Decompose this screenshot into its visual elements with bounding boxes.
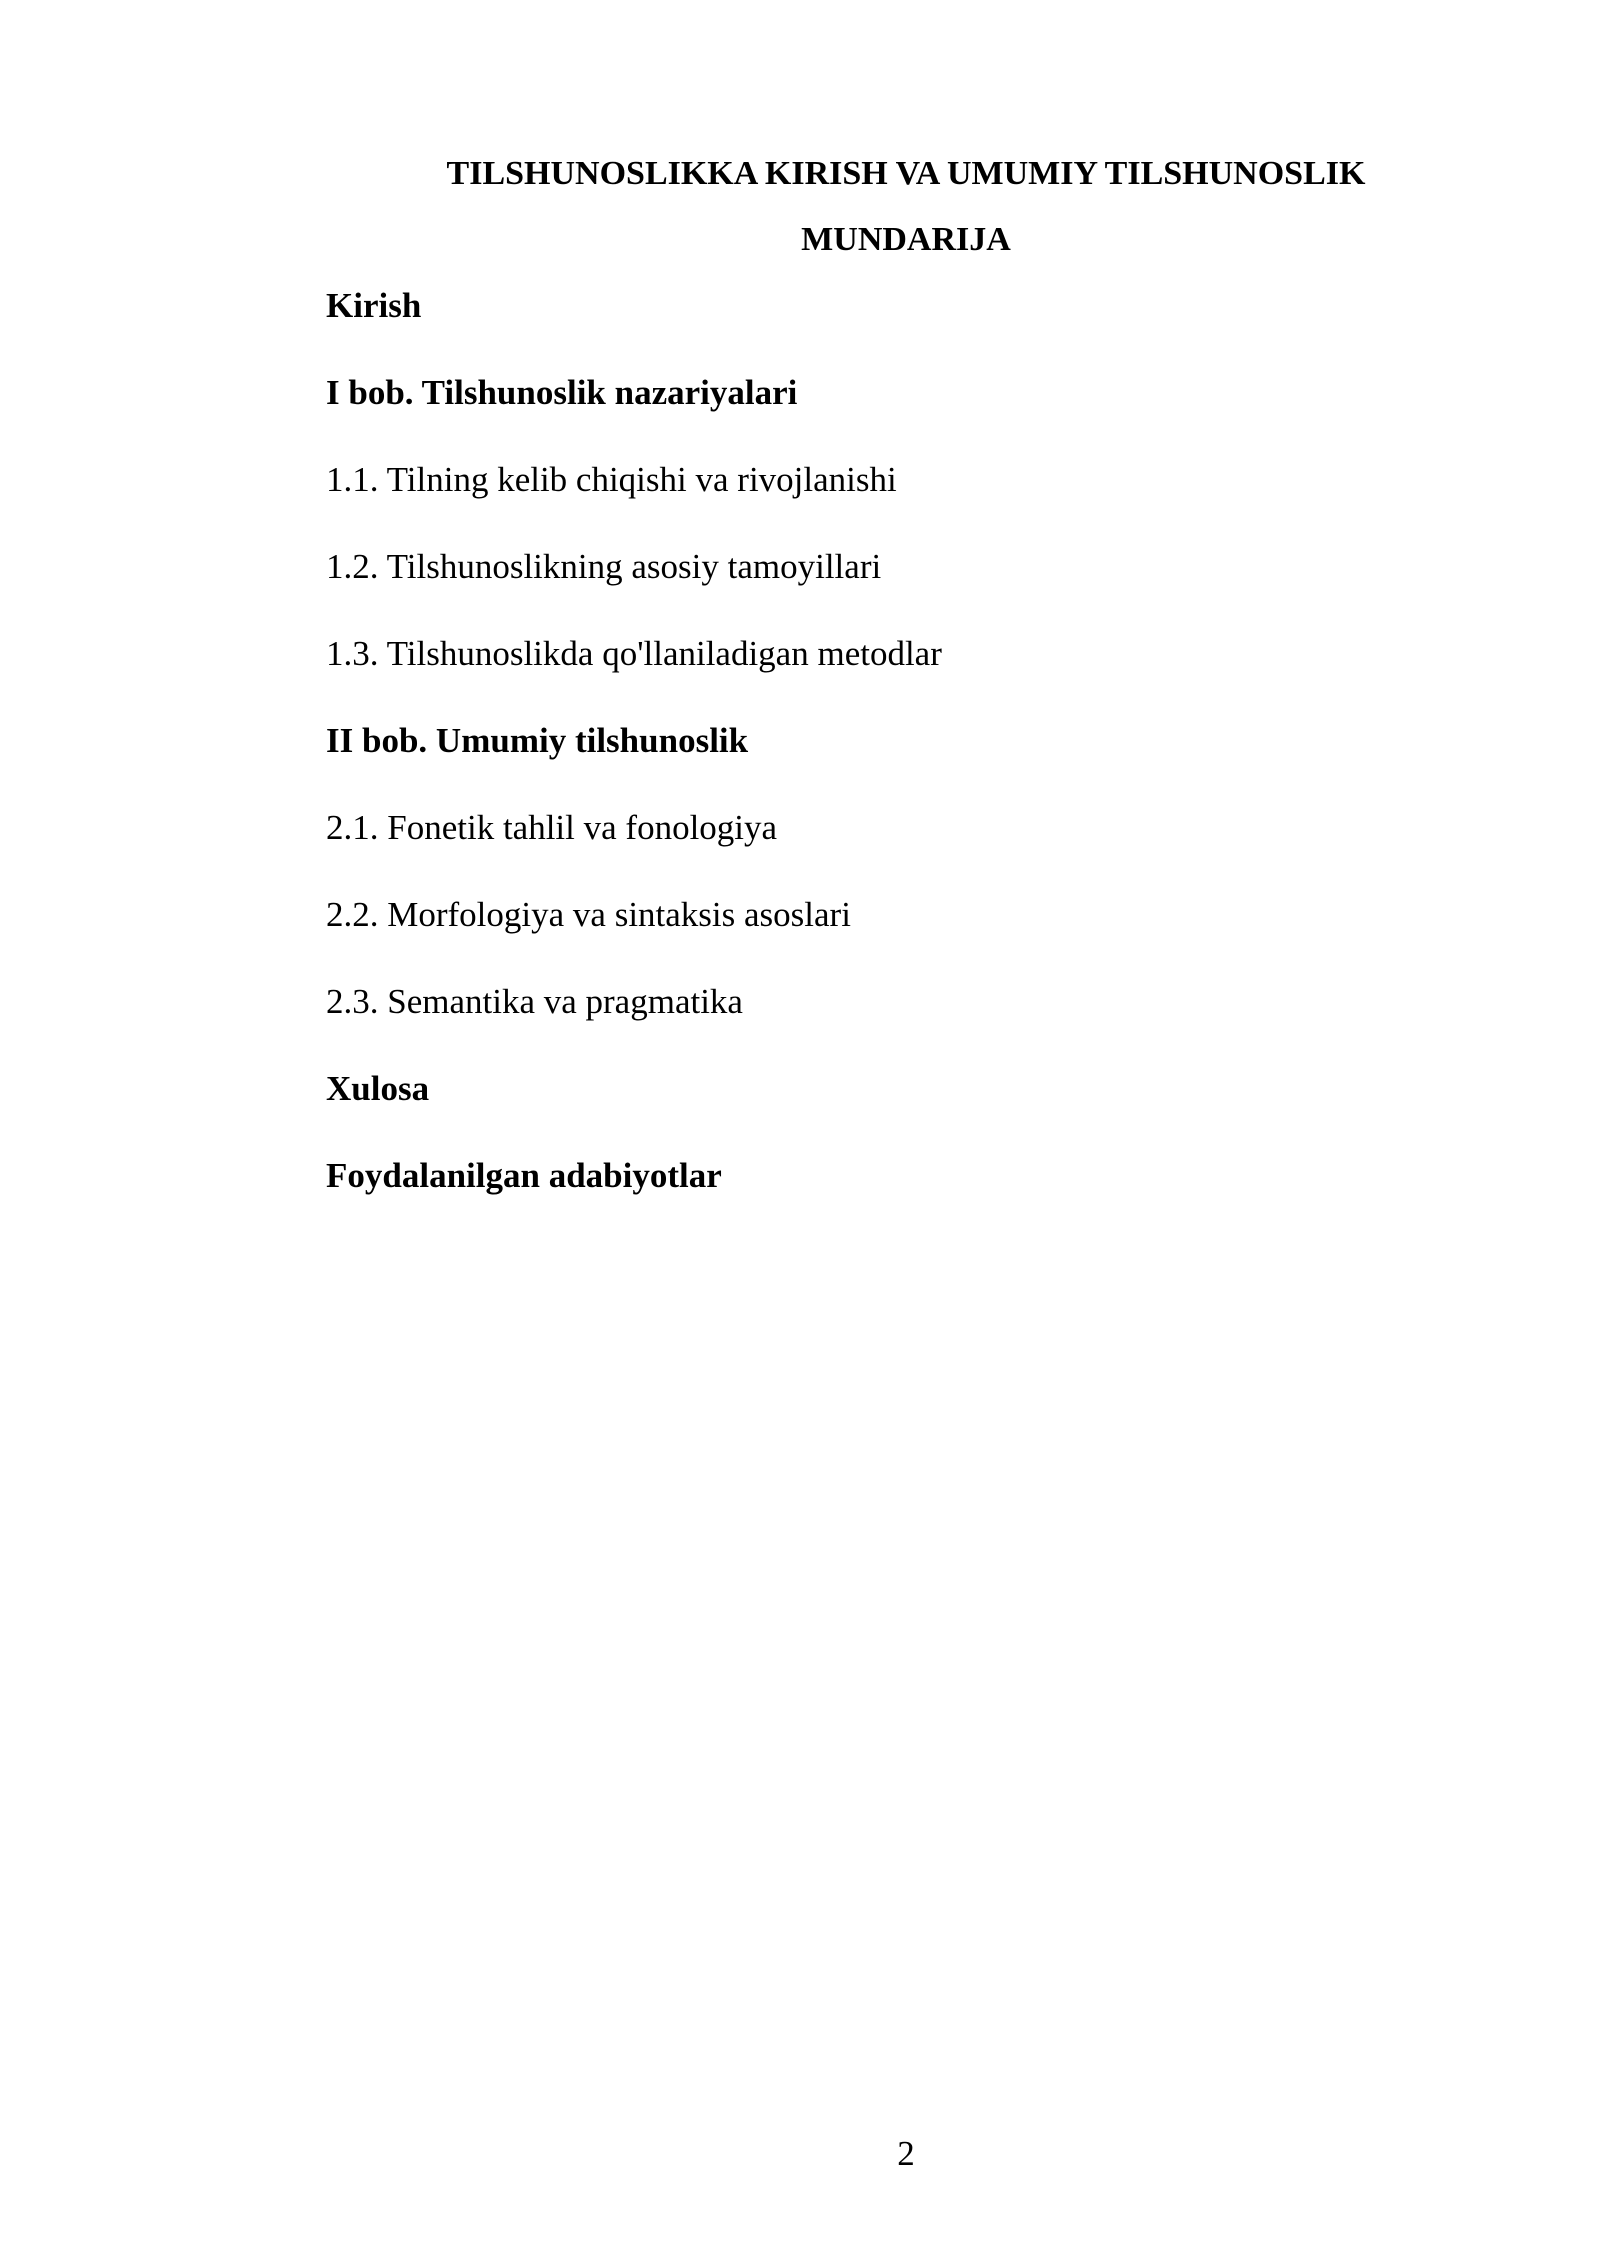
- page-number: 2: [897, 2134, 915, 2173]
- toc-entry-section-2-3: 2.3. Semantika va pragmatika: [326, 982, 743, 1021]
- toc-entry-introduction: Kirish: [326, 286, 422, 325]
- toc-entry-section-1-1: 1.1. Tilning kelib chiqishi va rivojlanishi: [326, 460, 897, 499]
- toc-entry-section-2-2: 2.2. Morfologiya va sintaksis asoslari: [326, 895, 851, 934]
- toc-entry-section-2-1: 2.1. Fonetik tahlil va fonologiya: [326, 808, 778, 847]
- toc-entry-chapter-1: I bob. Tilshunoslik nazariyalari: [326, 373, 798, 412]
- toc-entry-section-1-3: 1.3. Tilshunoslikda qo'llaniladigan metodlar: [326, 634, 942, 673]
- toc-entry-references: Foydalanilgan adabiyotlar: [326, 1156, 722, 1195]
- toc-entry-chapter-2: II bob. Umumiy tilshunoslik: [326, 721, 749, 760]
- contents-heading: MUNDARIJA: [801, 221, 1011, 258]
- toc-entry-conclusion: Xulosa: [326, 1069, 430, 1108]
- toc-entry-section-1-2: 1.2. Tilshunoslikning asosiy tamoyillari: [326, 547, 882, 586]
- document-title: TILSHUNOSLIKKA KIRISH VA UMUMIY TILSHUNOSLIK: [446, 155, 1366, 192]
